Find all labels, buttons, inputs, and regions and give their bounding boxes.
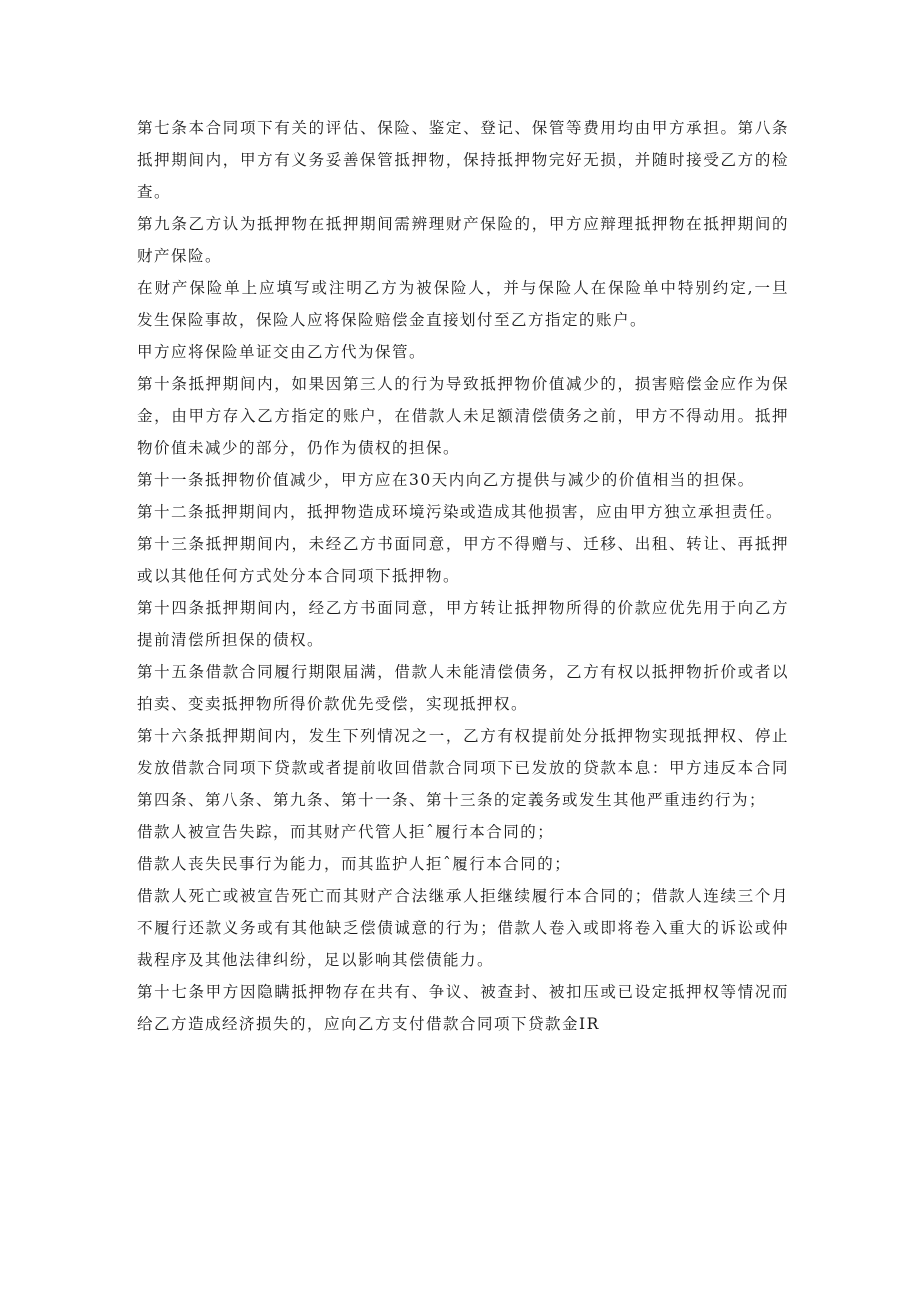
paragraph-article-13: 第十三条抵押期间内，未经乙方书面同意，甲方不得赠与、迁移、出租、转让、再抵押或以其他任何方式处分本合同项下抵押物。 — [137, 535, 789, 585]
paragraph-article-9: 第九条乙方认为抵押物在抵押期间需辨理财产保险的，甲方应辩理抵押物在抵押期间的财产保险。 — [137, 215, 789, 265]
paragraph-article-12: 第十二条抵押期间内，抵押物造成环境污染或造成其他损害，应由甲方独立承担责任。 — [137, 503, 784, 521]
paragraph-borrower-incapacity: 借款人丧失民事行为能力，而其监护人拒ˆ履行本合同的； — [137, 855, 572, 873]
paragraph-article-10: 第十条抵押期间内，如果因第三人的行为导致抵押物价值减少的，损害赔偿金应作为保金，由甲方存入乙方指定的账户，在借款人未足额清偿债务之前，甲方不得动用。抵押物价值未减少的部分，仍作为债权的担保。 — [137, 375, 789, 457]
paragraph-borrower-missing: 借款人被宣告失踪，而其财产代管人拒ˆ履行本合同的； — [137, 823, 555, 841]
paragraph-borrower-death: 借款人死亡或被宣告死亡而其财产合法继承人拒继续履行本合同的；借款人连续三个月不履行还款义务或有其他缺乏偿债诚意的行为；借款人卷入或即将卷入重大的诉讼或仲裁程序及其他法律纠纷，足以影响其偿债能力。 — [137, 887, 789, 969]
paragraph-article-14: 第十四条抵押期间内，经乙方书面同意，甲方转让抵押物所得的价款应优先用于向乙方提前清偿所担保的债权。 — [137, 599, 789, 649]
paragraph-article-16: 第十六条抵押期间内，发生下列情况之一，乙方有权提前处分抵押物实现抵押权、停止发放借款合同项下贷款或者提前收回借款合同项下已发放的贷款本息：甲方违反本合同第四条、第八条、第九条、第十一条、第十三条的定義务或发生其他严重违约行为； — [137, 727, 789, 809]
paragraph-insurance-custody: 甲方应将保险单证交由乙方代为保管。 — [137, 343, 427, 361]
paragraph-article-17: 第十七条甲方因隐瞒抵押物存在共有、争议、被查封、被扣压或已设定抵押权等情况而给乙方造成经济损失的，应向乙方支付借款合同项下贷款金IR — [137, 983, 789, 1033]
paragraph-insurance-beneficiary: 在财产保险单上应填写或注明乙方为被保险人，并与保险人在保险单中特别约定,一旦发生保险事故，保险人应将保险赔偿金直接划付至乙方指定的账户。 — [137, 279, 789, 329]
contract-body — [137, 112, 789, 1040]
paragraph-article-15: 第十五条借款合同履行期限届满，借款人未能清偿债务，乙方有权以抵押物折价或者以拍卖、变卖抵押物所得价款优先受偿，实现抵押权。 — [137, 663, 789, 713]
paragraph-article-11: 第十一条抵押物价值减少，甲方应在30天内向乙方提供与减少的价值相当的担保。 — [137, 471, 755, 489]
paragraph-article-7-8: 第七条本合同项下有关的评估、保险、鉴定、登记、保管等费用均由甲方承担。第八条抵押期间内，甲方有义务妥善保管抵押物，保持抵押物完好无损，并随时接受乙方的检查。 — [137, 119, 789, 201]
